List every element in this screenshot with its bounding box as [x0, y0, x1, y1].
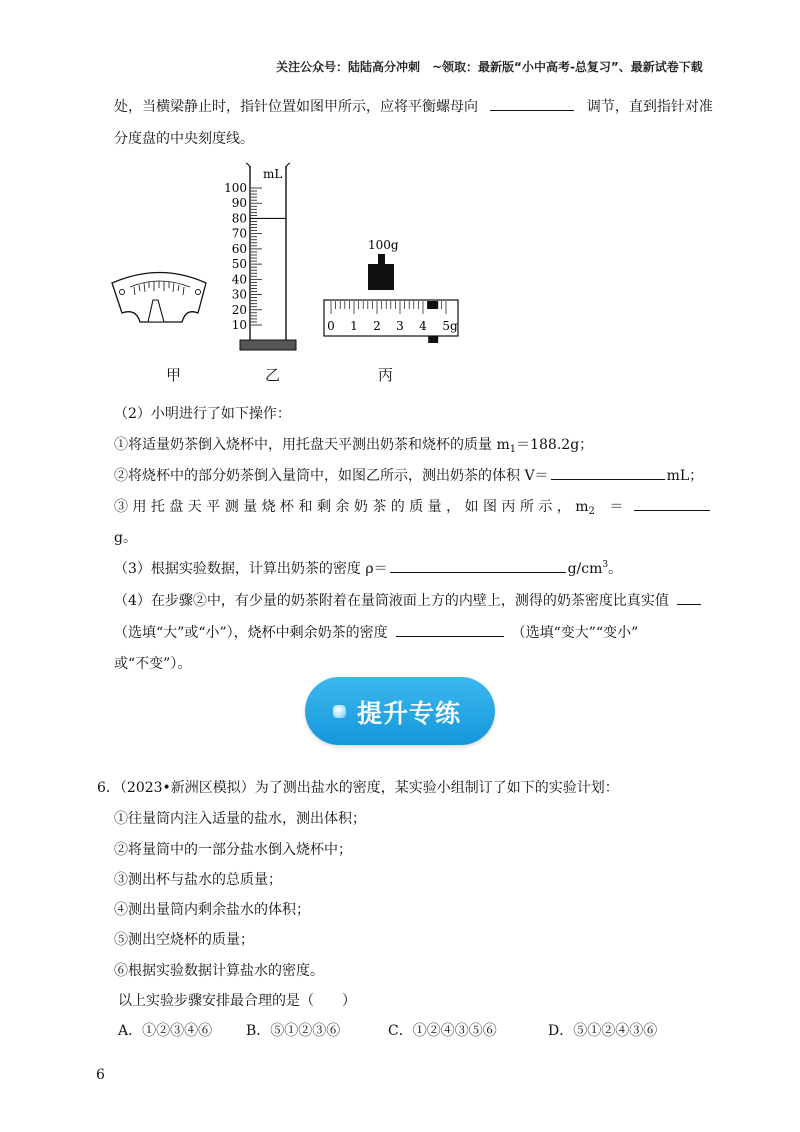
part3-period: 。: [608, 561, 623, 577]
badge-label: 提升专练: [357, 699, 462, 728]
cylinder-tick-label: 20: [231, 302, 247, 317]
cylinder-tick-label: 60: [231, 241, 247, 256]
cylinder-tick-label: 30: [231, 287, 247, 302]
balance-rider-figure: [324, 238, 458, 343]
weight-block: [368, 264, 394, 290]
step-item: ②将量筒中的一部分盐水倒入烧杯中；: [114, 842, 352, 858]
answer-blank-direction[interactable]: [490, 96, 574, 111]
part2-step3: [114, 496, 710, 517]
weight-label: 100g: [368, 238, 399, 252]
cylinder-tick-labels: [224, 181, 247, 332]
rider-tick-label: 0: [327, 319, 335, 333]
step3-subscript: 2: [588, 506, 595, 517]
intro-line-1-before: 处，当横梁静止时，指针位置如图甲所示，应将平衡螺母向: [114, 99, 478, 115]
answer-blank-compare[interactable]: [677, 590, 701, 605]
part4-line-2: [114, 622, 638, 642]
question-6-stem: 6．（2023•新洲区模拟）为了测出盐水的密度，某实验小组制订了如下的实验计划：: [97, 780, 619, 796]
intro-line-1: [114, 96, 713, 116]
weight-knob: [378, 254, 385, 264]
cylinder-tick-label: 80: [231, 211, 247, 226]
practice-badge: [305, 677, 495, 745]
measuring-cylinder-figure: [224, 163, 296, 350]
part4-line-1: [114, 590, 701, 610]
cylinder-tick-marks: [251, 188, 262, 325]
part4-text-3: （选填“变大”“变小”: [511, 625, 639, 641]
part2-step2: [114, 465, 703, 485]
step3-equals: ＝: [609, 499, 624, 515]
balance-dial-figure: [112, 273, 206, 323]
intro-line-1-after: 调节，直到指针对准: [586, 99, 713, 115]
intro-line-2: 分度盘的中央刻度线。: [114, 131, 254, 147]
part3-text: （3）根据实验数据，计算出奶茶的密度 ρ＝: [114, 561, 388, 577]
rider-marker-top: [427, 301, 438, 309]
step-item: ③测出杯与盐水的总质量；: [114, 872, 282, 888]
step-item: ④测出量筒内剩余盐水的体积；: [114, 902, 310, 918]
page-number: 6: [96, 1067, 105, 1083]
part2-step1: [114, 434, 593, 455]
step1-subscript: 1: [509, 444, 517, 455]
cylinder-tick-label: 40: [231, 272, 247, 287]
part4-line-3: 或“不变”）。: [114, 656, 192, 672]
rider-tick-label: 2: [373, 319, 381, 333]
density-unit-superscript: 3: [602, 560, 609, 570]
answer-blank-density[interactable]: [390, 558, 566, 573]
step-item: ⑥根据实验数据计算盐水的密度。: [114, 963, 324, 979]
part2-step3-unit: g。: [114, 530, 137, 546]
step3-text: ③ 用 托 盘 天 平 测 量 烧 杯 和 剩 余 奶 茶 的 质 量 ， 如 图 丙 所 示 ， m: [114, 499, 589, 515]
step2-unit: mL；: [666, 468, 704, 484]
cylinder-base: [240, 340, 296, 350]
option-d[interactable]: D．⑤①②④③⑥: [548, 1023, 658, 1039]
step2-text: ②将烧杯中的部分奶茶倒入量筒中，如图乙所示，测出奶茶的体积 V＝: [114, 468, 549, 484]
page-header: 关注公众号：陆陆高分冲刺 ~领取：最新版“小中高考-总复习”、最新试卷下载: [276, 60, 703, 74]
part2-heading: （2）小明进行了如下操作：: [114, 406, 291, 422]
rider-tick-label: 3: [396, 319, 404, 333]
answer-blank-volume[interactable]: [551, 465, 665, 480]
option-a[interactable]: A．①②③④⑥: [118, 1023, 213, 1039]
rider-tick-label: 5g: [442, 319, 458, 333]
answer-blank-remaining-density[interactable]: [396, 622, 504, 637]
step-item: ①往量筒内注入适量的盐水，测出体积；: [114, 811, 366, 827]
density-unit: g/cm: [567, 561, 603, 577]
caption-jia: 甲: [166, 366, 182, 384]
rider-tick-label: 1: [350, 319, 358, 333]
cylinder-tick-label: 90: [231, 196, 247, 211]
caption-yi: 乙: [265, 366, 281, 384]
part4-text-1: （4）在步骤②中，有少量的奶茶附着在量筒液面上方的内壁上，测得的奶茶密度比真实值: [114, 593, 669, 609]
cylinder-tick-label: 10: [231, 318, 247, 332]
cylinder-unit: mL: [263, 167, 283, 181]
figure-group: [100, 150, 480, 390]
question-6-prompt: 以上实验步骤安排最合理的是（ ）: [118, 993, 356, 1009]
part3-line: [114, 558, 622, 578]
step1-value: ＝188.2g；: [516, 437, 594, 453]
cylinder-tick-label: 50: [231, 257, 247, 272]
rider-tick-label: 4: [419, 319, 427, 333]
part4-text-2: （选填“大”或“小”），烧杯中剩余奶茶的密度: [114, 625, 388, 641]
answer-blank-mass[interactable]: [634, 496, 710, 511]
step-item: ⑤测出空烧杯的质量；: [114, 932, 254, 948]
option-c[interactable]: C．①②④③⑤⑥: [388, 1023, 497, 1039]
caption-bing: 丙: [378, 366, 394, 384]
cylinder-tick-label: 70: [231, 226, 247, 241]
cylinder-tick-label: 100: [224, 181, 247, 195]
badge-dot-icon: [333, 705, 346, 718]
step1-text: ①将适量奶茶倒入烧杯中，用托盘天平测出奶茶和烧杯的质量 m: [114, 437, 510, 453]
rider-marker-bottom: [428, 336, 438, 343]
option-b[interactable]: B．⑤①②③⑥: [246, 1023, 341, 1039]
